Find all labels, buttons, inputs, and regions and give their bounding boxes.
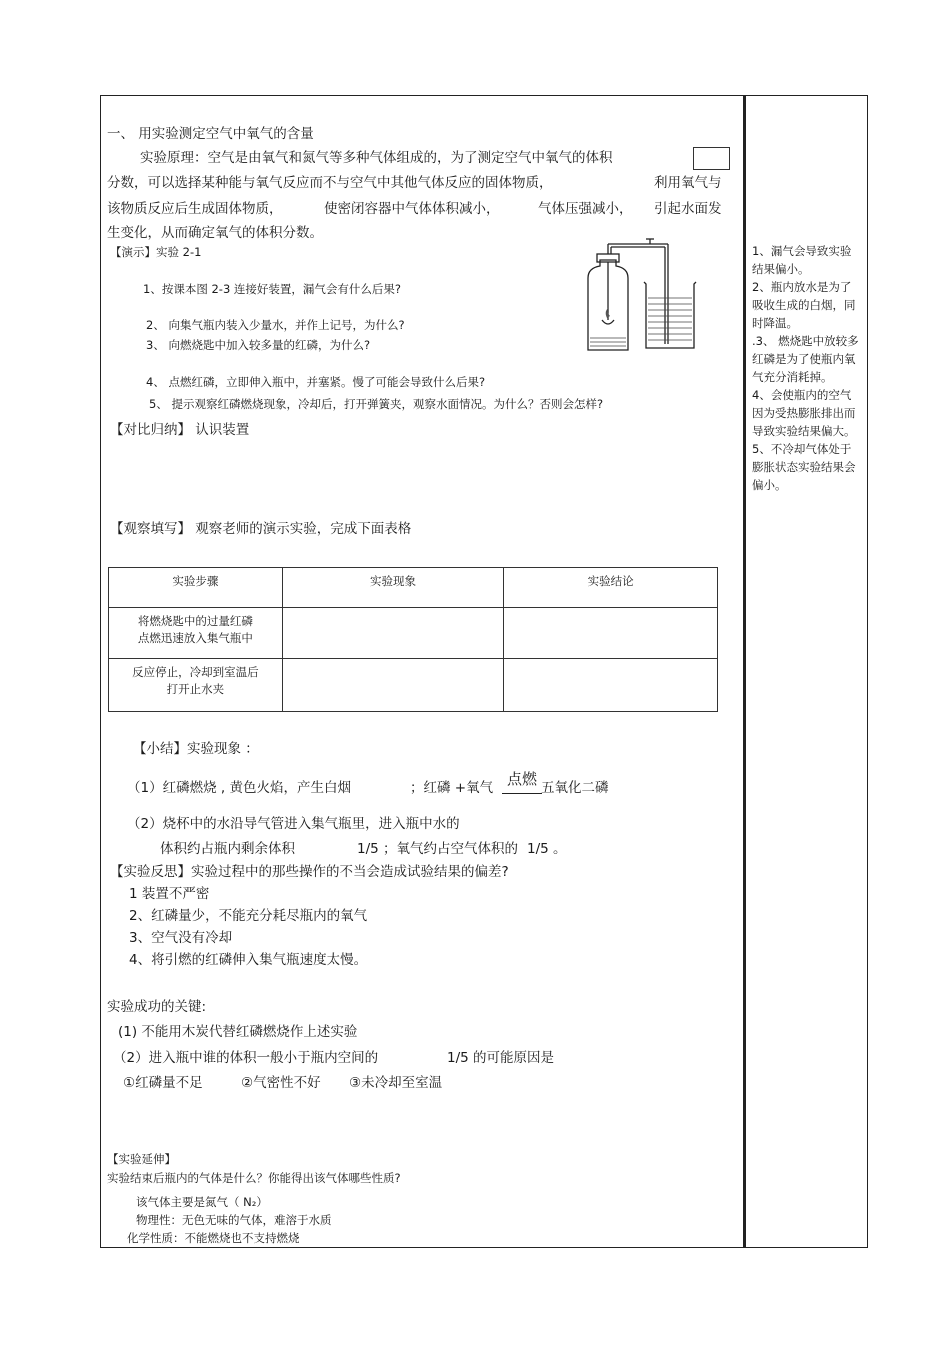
answer-box	[693, 147, 730, 170]
key-item-2a: （2）进入瓶中谁的体积一般小于瓶内空间的	[113, 1050, 379, 1066]
summary-item-2a: （2）烧杯中的水沿导气管进入集气瓶里，进入瓶中水的	[127, 816, 460, 832]
key-item-2b: 1/5 的可能原因是	[447, 1050, 555, 1066]
reflection-item-1: 1 装置不严密	[129, 886, 210, 902]
sidebar-note: 5、不冷却气体处于膨胀状态实验结果会偏小。	[752, 442, 856, 492]
reflection-item-4: 4、将引燃的红磷伸入集气瓶速度太慢。	[129, 952, 368, 968]
sidebar-note: .3、 燃烧匙中放较多红磷是为了使瓶内氧气充分消耗掉。	[752, 334, 859, 384]
sidebar-note: 4、会使瓶内的空气因为受热膨胀排出而导致实验结果偏大。	[752, 388, 856, 438]
extension-heading: 【实验延伸】	[107, 1152, 176, 1166]
extension-question: 实验结束后瓶内的气体是什么？你能得出该气体哪些性质?	[107, 1171, 401, 1185]
key-reason-2: ②气密性不好	[241, 1075, 321, 1091]
principle-line-1: 实验原理：空气是由氧气和氮气等多种气体组成的，为了测定空气中氧气的体积	[140, 150, 613, 166]
reflection-item-2: 2、红磷量少，不能充分耗尽瓶内的氧气	[129, 908, 368, 924]
table-cell-conclusion	[504, 659, 718, 712]
demo-step-5: 5、 提示观察红磷燃烧现象，冷却后，打开弹簧夹，观察水面情况。为什么？否则会怎样?	[149, 397, 604, 411]
principle-line-3d: 引起水面发	[654, 201, 722, 217]
table-header-conclusion: 实验结论	[504, 568, 718, 608]
extension-line-2: 物理性：无色无味的气体，难溶于水质	[136, 1213, 332, 1227]
observation-table	[108, 567, 718, 712]
apparatus-diagram	[580, 238, 700, 354]
sidebar-note: 1、漏气会导致实验结果偏小。	[752, 244, 852, 276]
table-row	[109, 659, 718, 712]
table-cell-step: 反应停止，冷却到室温后 打开止水夹	[109, 659, 283, 712]
key-heading: 实验成功的关键:	[107, 999, 207, 1015]
summary-item-1a: （1）红磷燃烧 , 黄色火焰，产生白烟	[127, 780, 351, 796]
key-item-1: (1) 不能用木炭代替红磷燃烧作上述实验	[118, 1024, 358, 1040]
compare-heading: 【对比归纳】 认识装置	[110, 422, 250, 438]
summary-item-1b: ；红磷 +氧气	[410, 780, 494, 796]
reflection-heading: 【实验反思】实验过程中的那些操作的不当会造成试验结果的偏差?	[110, 864, 509, 880]
section-title: 一、 用实验测定空气中氧气的含量	[107, 126, 314, 142]
reaction-arrow-line	[502, 793, 542, 794]
extension-line-3: 化学性质：不能燃烧也不支持燃烧	[127, 1231, 300, 1245]
demo-heading: 【演示】实验 2-1	[110, 245, 202, 259]
extension-line-1: 该气体主要是氮气（ N₂）	[136, 1195, 268, 1209]
summary-item-1c: 五氧化二磷	[541, 780, 609, 796]
table-row	[109, 608, 718, 659]
principle-line-2a: 分数，可以选择某种能与氧气反应而不与空气中其他气体反应的固体物质，	[107, 175, 553, 191]
table-cell-step: 将燃烧匙中的过量红磷 点燃迅速放入集气瓶中	[109, 608, 283, 659]
observe-heading: 【观察填写】 观察老师的演示实验，完成下面表格	[110, 521, 412, 537]
summary-heading: 【小结】实验现象 ：	[133, 741, 259, 757]
key-reason-1: ①红磷量不足	[123, 1075, 203, 1091]
sidebar-notes	[752, 242, 860, 494]
sidebar-note: 2、瓶内放水是为了吸收生成的白烟，同时降温。	[752, 280, 856, 330]
principle-line-4: 生变化，从而确定氧气的体积分数。	[107, 225, 323, 241]
principle-line-3c: 气体压强减小，	[538, 201, 633, 217]
key-reason-3: ③未冷却至室温	[349, 1075, 443, 1091]
table-header-phenomenon: 实验现象	[282, 568, 504, 608]
reflection-item-3: 3、空气没有冷却	[129, 930, 233, 946]
principle-line-2b: 利用氧气与	[654, 175, 722, 191]
demo-step-3: 3、 向燃烧匙中加入较多量的红磷，为什么?	[146, 338, 371, 352]
summary-item-2b: 体积约占瓶内剩余体积	[160, 841, 295, 857]
demo-step-4: 4、 点燃红磷，立即伸入瓶中，并塞紧。慢了可能会导致什么后果?	[146, 375, 486, 389]
principle-line-3a: 该物质反应后生成固体物质，	[107, 201, 283, 217]
column-divider	[743, 95, 746, 1248]
principle-line-3b: 使密闭容器中气体体积减小，	[324, 201, 500, 217]
demo-step-1: 1、按课本图 2-3 连接好装置，漏气会有什么后果?	[143, 282, 402, 296]
table-cell-phenomenon	[282, 659, 504, 712]
table-cell-phenomenon	[282, 608, 504, 659]
table-header-step: 实验步骤	[109, 568, 283, 608]
reaction-condition: 点燃	[507, 770, 538, 788]
summary-item-2c: 1/5 ；氧气约占空气体积的	[357, 841, 519, 857]
table-cell-conclusion	[504, 608, 718, 659]
summary-item-2d: 1/5 。	[527, 841, 567, 857]
demo-step-2: 2、 向集气瓶内装入少量水，并作上记号，为什么?	[146, 318, 405, 332]
